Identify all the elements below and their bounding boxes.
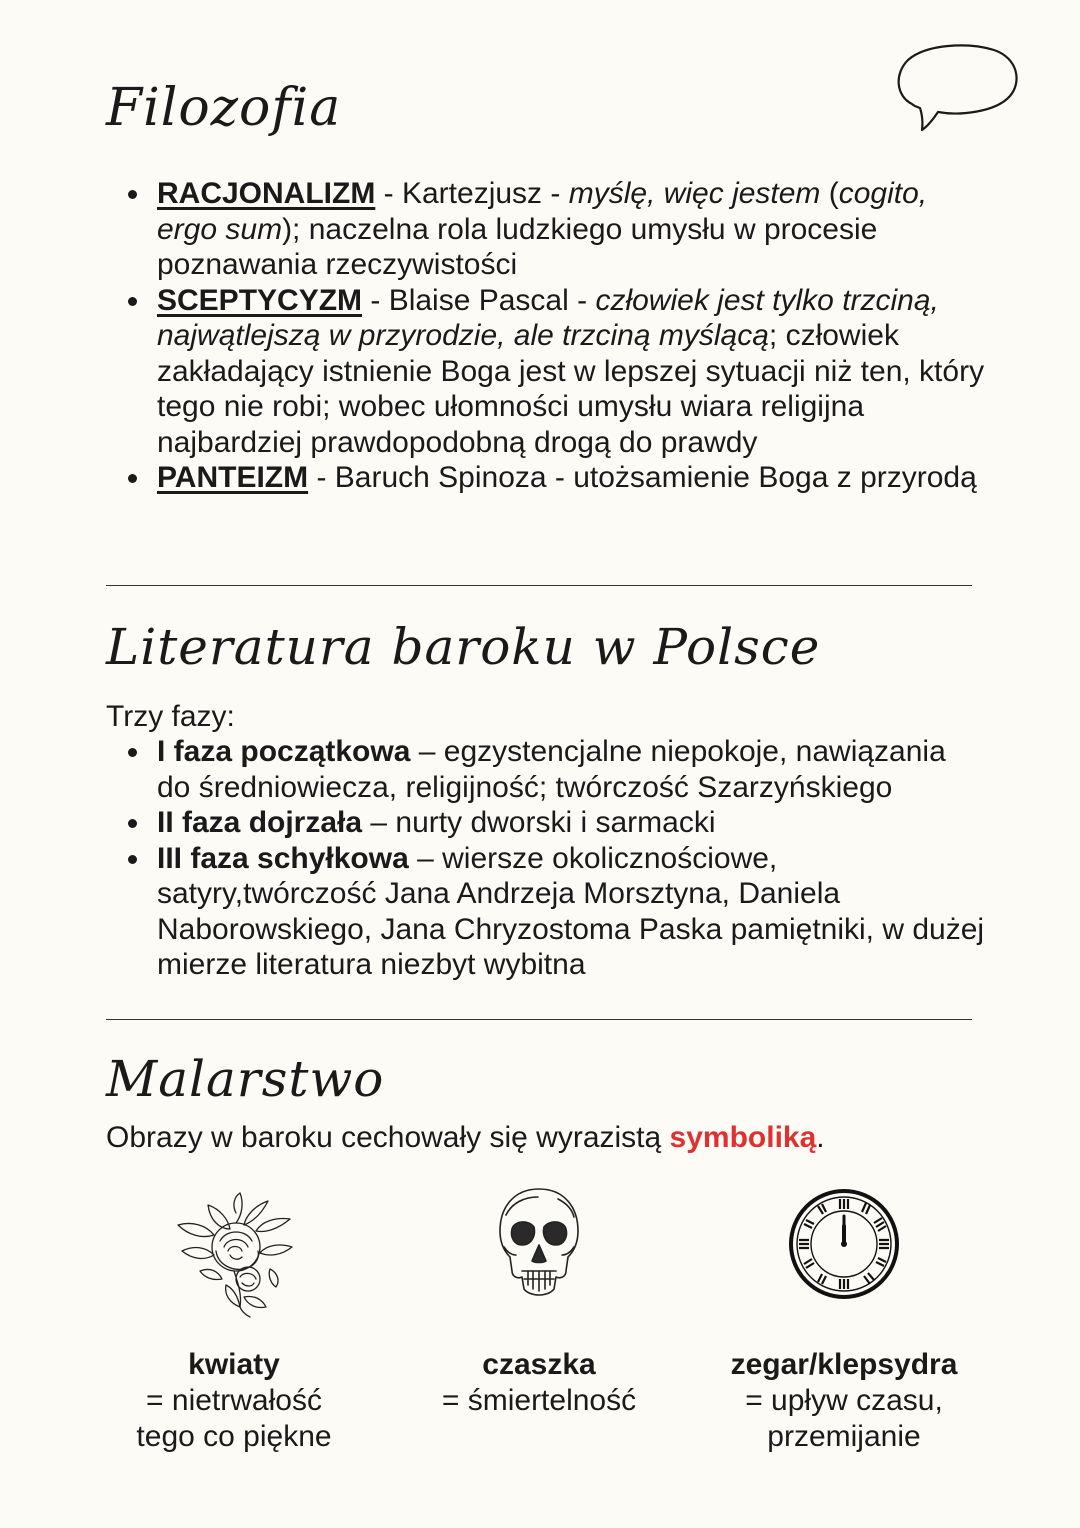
symbol-name: czaszka: [482, 1348, 596, 1381]
phase-desc: – egzystencjalne niepokoje, nawiązania do średniowiecza, religijność; twórczość Szarzyńskiego: [157, 735, 946, 804]
term-panteizm: PANTEIZM: [157, 461, 309, 494]
symbol-name: kwiaty: [188, 1348, 280, 1381]
phase-desc: – nurty dworski i sarmacki: [362, 806, 716, 839]
list-item-racjonalizm: [106, 176, 986, 283]
phase-desc: – wiersze okolicznościowe, satyry,twórczość Jana Andrzeja Morsztyna, Daniela Naborowskiego, Jana Chryzostoma Paska pamiętniki, w dużej mierze literatura niezbyt wybitna: [157, 841, 985, 981]
section-heading-filozofia: Filozofia: [106, 78, 342, 138]
list-item-phase-1: [106, 734, 986, 805]
symbol-meaning: tego co piękne: [136, 1420, 332, 1453]
item-text: ; człowiek zakładający istnienie Boga jest w lepszej sytuacji niż ten, który tego nie robi; wobec ułomności umysłu wiara religijna najbardziej prawdopodobną drogą do prawdy: [157, 319, 985, 459]
filozofia-list: [106, 176, 986, 496]
symbol-czaszka: [389, 1347, 689, 1419]
item-text: - Blaise Pascal -: [362, 283, 596, 317]
item-text: - Kartezjusz -: [375, 177, 569, 210]
painting-intro: [106, 1120, 825, 1156]
term-sceptycyzm: SCEPTYCYZM: [157, 283, 363, 317]
quote-text: myślę, więc jestem: [568, 177, 821, 210]
symbol-name: zegar/klepsydra: [730, 1348, 958, 1381]
latin-text: cogito, ergo sum: [157, 177, 928, 246]
phases-list: [106, 734, 986, 983]
symbol-meaning: = upływ czasu,: [745, 1384, 943, 1417]
clock-icon: [788, 1188, 900, 1300]
item-text: (: [820, 177, 839, 210]
symbol-meaning: = śmiertelność: [441, 1384, 637, 1417]
intro-text: .: [816, 1121, 825, 1154]
speech-bubble-icon: [890, 38, 1024, 132]
accent-word: symboliką: [669, 1121, 817, 1154]
section-heading-literatura: Literatura baroku w Polsce: [106, 618, 821, 676]
term-racjonalizm: RACJONALIZM: [157, 177, 376, 210]
flower-icon: [170, 1185, 300, 1320]
phase-name: III faza schyłkowa: [157, 841, 409, 875]
list-item-phase-2: [106, 805, 986, 841]
symbol-meaning: = nietrwałość: [146, 1384, 322, 1417]
quote-text: człowiek jest tylko trzciną, najwątlejszą w przyrodzie, ale trzciną myślącą: [157, 283, 939, 352]
phase-name: II faza dojrzała: [157, 806, 363, 839]
intro-text: Obrazy w baroku cechowały się wyrazistą: [106, 1121, 670, 1154]
skull-icon: [492, 1185, 586, 1303]
list-item-panteizm: [106, 460, 986, 496]
phases-intro: Trzy fazy:: [106, 700, 235, 733]
section-heading-malarstwo: Malarstwo: [106, 1050, 385, 1108]
symbol-kwiaty: [84, 1347, 384, 1455]
section-divider: [106, 1019, 972, 1020]
section-divider: [106, 585, 972, 586]
symbol-zegar: [694, 1347, 994, 1455]
list-item-phase-3: [106, 841, 986, 983]
symbol-meaning: przemijanie: [767, 1420, 921, 1453]
list-item-sceptycyzm: [106, 283, 986, 461]
item-text: - Baruch Spinoza - utożsamienie Boga z przyrodą: [308, 461, 977, 494]
phase-name: I faza początkowa: [157, 735, 411, 768]
item-text: ); naczelna rola ludzkiego umysłu w procesie poznawania rzeczywistości: [157, 212, 878, 281]
